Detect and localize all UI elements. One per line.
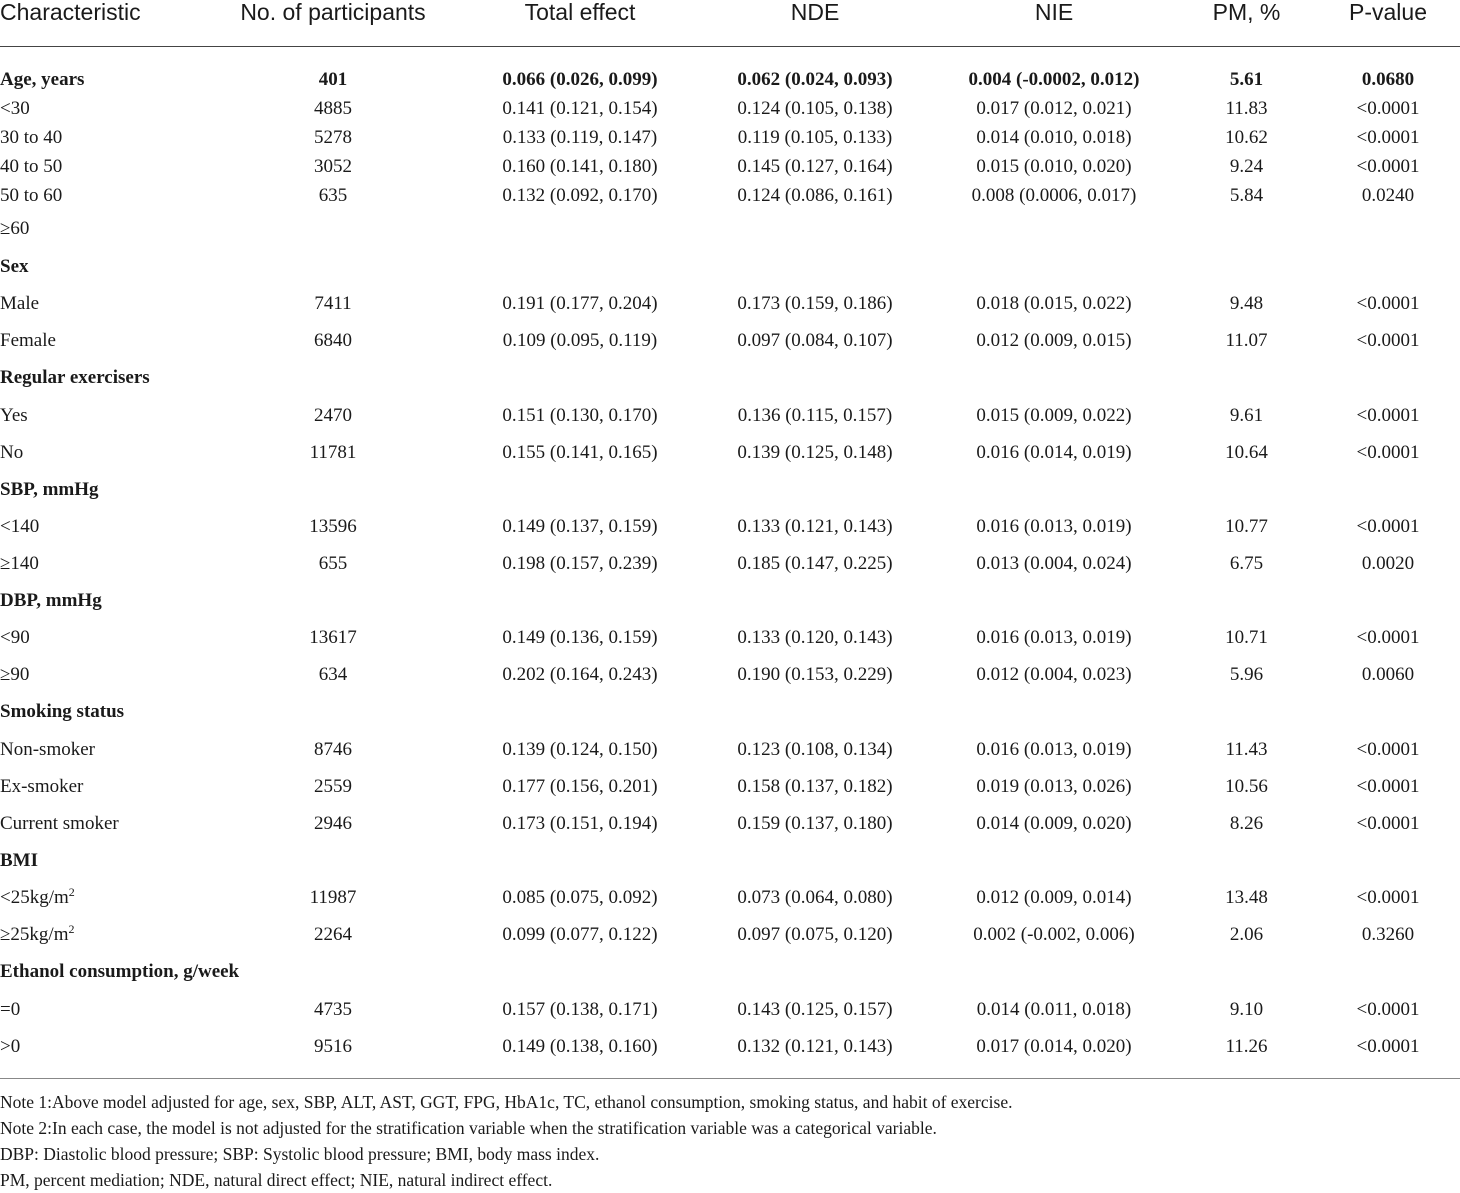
cell-participants: 8746 <box>314 738 352 760</box>
cell-pm <box>1177 842 1316 879</box>
cell-nie: 0.016 (0.013, 0.019) <box>976 515 1132 537</box>
cell-characteristic: SBP, mmHg <box>0 478 99 500</box>
cell-nde <box>699 471 931 508</box>
cell-nde <box>699 582 931 619</box>
cell-p-value <box>1316 471 1460 508</box>
cell-nie <box>931 842 1177 879</box>
cell-nde: 0.136 (0.115, 0.157) <box>737 404 893 426</box>
cell-characteristic <box>0 879 205 916</box>
cell-nie: 0.015 (0.009, 0.022) <box>976 404 1132 426</box>
table-row <box>0 322 1460 359</box>
cell-nde: 0.145 (0.127, 0.164) <box>737 155 893 177</box>
cell-total-effect <box>461 210 699 248</box>
cell-pm: 8.26 <box>1229 812 1264 834</box>
cell-participants: 11781 <box>309 441 357 463</box>
cell-nde: 0.190 (0.153, 0.229) <box>737 663 893 685</box>
cell-nde: 0.119 (0.105, 0.133) <box>737 126 893 148</box>
cell-total-effect <box>461 582 699 619</box>
cell-participants: 11987 <box>309 886 357 908</box>
cell-p-value: <0.0001 <box>1356 404 1420 426</box>
cell-nie: 0.002 (-0.002, 0.006) <box>973 923 1135 945</box>
cell-nde: 0.132 (0.121, 0.143) <box>737 1035 893 1057</box>
cell-pm: 9.48 <box>1229 292 1264 314</box>
cell-nie: 0.014 (0.010, 0.018) <box>976 126 1132 148</box>
cell-pm: 5.61 <box>1229 68 1264 90</box>
cell-characteristic: Male <box>0 292 40 314</box>
cell-nde <box>699 359 931 397</box>
cell-total-effect: 0.133 (0.119, 0.147) <box>502 126 658 148</box>
cell-characteristic: <140 <box>0 515 40 537</box>
cell-characteristic: 30 to 40 <box>0 126 63 148</box>
cell-p-value: <0.0001 <box>1356 515 1420 537</box>
table-notes <box>0 1078 1460 1193</box>
table-row <box>0 397 1460 434</box>
cell-nde: 0.097 (0.075, 0.120) <box>737 923 893 945</box>
cell-total-effect: 0.141 (0.121, 0.154) <box>502 97 658 119</box>
cell-nde <box>699 953 931 991</box>
cell-characteristic: 50 to 60 <box>0 184 63 206</box>
cell-participants <box>205 582 461 619</box>
cell-nde: 0.173 (0.159, 0.186) <box>737 292 893 314</box>
group-header-row <box>0 953 1460 991</box>
cell-characteristic: Smoking status <box>0 701 125 722</box>
cell-nie <box>931 359 1177 397</box>
header-nie: NIE <box>931 0 1177 47</box>
cell-nde: 0.158 (0.137, 0.182) <box>737 775 893 797</box>
cell-p-value: <0.0001 <box>1356 97 1420 119</box>
cell-total-effect: 0.149 (0.137, 0.159) <box>502 515 658 537</box>
cell-nie: 0.016 (0.013, 0.019) <box>976 626 1132 648</box>
cell-p-value <box>1316 582 1460 619</box>
group-header-row <box>0 65 1460 94</box>
cell-p-value <box>1316 248 1460 285</box>
cell-pm: 11.07 <box>1225 329 1268 351</box>
cell-nie <box>931 582 1177 619</box>
cell-pm <box>1177 693 1316 731</box>
cell-total-effect: 0.149 (0.138, 0.160) <box>502 1035 658 1057</box>
cell-pm: 10.64 <box>1225 441 1268 463</box>
cell-nie: 0.017 (0.014, 0.020) <box>976 1035 1132 1057</box>
cell-pm <box>1177 248 1316 285</box>
cell-characteristic: Sex <box>0 255 29 277</box>
cell-pm: 9.10 <box>1229 998 1264 1020</box>
header-participants: No. of participants <box>205 0 461 47</box>
header-pm: PM, % <box>1177 0 1316 47</box>
cell-participants: 4885 <box>314 97 352 119</box>
header-characteristic: Characteristic <box>0 0 205 47</box>
cell-nie: 0.018 (0.015, 0.022) <box>976 292 1132 314</box>
cell-p-value: <0.0001 <box>1356 812 1420 834</box>
group-header-row <box>0 471 1460 508</box>
header-row <box>0 0 1460 47</box>
cell-nde <box>699 248 931 285</box>
cell-characteristic: Non-smoker <box>0 738 95 760</box>
cell-nie: 0.012 (0.009, 0.014) <box>976 886 1132 908</box>
cell-total-effect: 0.191 (0.177, 0.204) <box>502 292 658 314</box>
cell-p-value: <0.0001 <box>1356 155 1420 177</box>
table-row <box>0 123 1460 152</box>
cell-pm: 11.83 <box>1225 97 1268 119</box>
cell-nde: 0.133 (0.120, 0.143) <box>737 626 893 648</box>
cell-p-value: 0.3260 <box>1361 923 1415 945</box>
table-row <box>0 805 1460 842</box>
cell-p-value: <0.0001 <box>1356 1035 1420 1057</box>
cell-participants <box>205 953 461 991</box>
cell-total-effect <box>461 471 699 508</box>
table-row <box>0 181 1460 210</box>
cell-participants: 7411 <box>314 292 352 314</box>
cell-nde: 0.097 (0.084, 0.107) <box>737 329 893 351</box>
cell-pm <box>1177 953 1316 991</box>
cell-participants: 9516 <box>314 1035 352 1057</box>
cell-characteristic: >0 <box>0 1035 21 1057</box>
cell-nde <box>699 210 931 248</box>
cell-characteristic: ≥60 <box>0 218 30 239</box>
cell-p-value: 0.0060 <box>1361 663 1415 685</box>
cell-characteristic: Regular exercisers <box>0 367 150 388</box>
cell-nie: 0.013 (0.004, 0.024) <box>976 552 1132 574</box>
cell-nie: 0.019 (0.013, 0.026) <box>976 775 1132 797</box>
cell-characteristic: Ex-smoker <box>0 775 84 797</box>
cell-nde <box>699 842 931 879</box>
cell-p-value <box>1316 693 1460 731</box>
table-row <box>0 879 1460 916</box>
cell-total-effect: 0.149 (0.136, 0.159) <box>502 626 658 648</box>
cell-characteristic: Female <box>0 329 56 351</box>
cell-characteristic: BMI <box>0 849 38 871</box>
note-1: Note 1:Above model adjusted for age, sex, SBP, ALT, AST, GGT, FPG, HbA1c, TC, ethanol consumption, smoking status, and habit of exercise. <box>0 1092 1013 1112</box>
cell-pm <box>1177 582 1316 619</box>
header-p-value: P-value <box>1316 0 1460 47</box>
cell-nde: 0.185 (0.147, 0.225) <box>737 552 893 574</box>
cell-pm: 10.62 <box>1225 126 1268 148</box>
cell-pm: 6.75 <box>1229 552 1264 574</box>
cell-total-effect <box>461 842 699 879</box>
cell-p-value: 0.0240 <box>1361 184 1415 206</box>
cell-pm <box>1177 359 1316 397</box>
superscript: 2 <box>68 884 75 899</box>
cell-participants: 2264 <box>314 923 352 945</box>
cell-participants <box>205 359 461 397</box>
cell-total-effect: 0.066 (0.026, 0.099) <box>502 68 658 90</box>
cell-nde: 0.133 (0.121, 0.143) <box>737 515 893 537</box>
cell-total-effect: 0.139 (0.124, 0.150) <box>502 738 658 760</box>
cell-total-effect: 0.099 (0.077, 0.122) <box>502 923 658 945</box>
cell-participants: 5278 <box>314 126 352 148</box>
cell-p-value: <0.0001 <box>1356 329 1420 351</box>
cell-pm: 10.77 <box>1225 515 1268 537</box>
cell-pm: 9.61 <box>1229 404 1264 426</box>
table-row <box>0 1028 1460 1065</box>
cell-participants: 3052 <box>314 155 352 177</box>
cell-participants: 655 <box>318 552 348 574</box>
cell-total-effect: 0.177 (0.156, 0.201) <box>502 775 658 797</box>
table-row <box>0 434 1460 471</box>
note-2: Note 2:In each case, the model is not adjusted for the stratification variable when the stratification variable was a categorical variable. <box>0 1118 937 1138</box>
cell-nde: 0.139 (0.125, 0.148) <box>737 441 893 463</box>
cell-total-effect: 0.151 (0.130, 0.170) <box>502 404 658 426</box>
cell-nde: 0.143 (0.125, 0.157) <box>737 998 893 1020</box>
cell-nde: 0.159 (0.137, 0.180) <box>737 812 893 834</box>
cell-characteristic <box>0 916 205 953</box>
cell-nde: 0.062 (0.024, 0.093) <box>737 68 893 90</box>
cell-participants: 13617 <box>309 626 357 648</box>
cell-p-value: <0.0001 <box>1356 441 1420 463</box>
cell-total-effect: 0.132 (0.092, 0.170) <box>502 184 658 206</box>
cell-nie: 0.004 (-0.0002, 0.012) <box>968 68 1140 90</box>
cell-characteristic: Age, years <box>0 68 85 90</box>
cell-characteristic: ≥140 <box>0 552 39 574</box>
group-header-row <box>0 248 1460 285</box>
cell-pm: 10.71 <box>1225 626 1268 648</box>
cell-pm: 11.26 <box>1225 1035 1268 1057</box>
cell-participants: 6840 <box>314 329 352 351</box>
cell-p-value: <0.0001 <box>1356 626 1420 648</box>
cell-characteristic: 40 to 50 <box>0 155 63 177</box>
cell-p-value <box>1316 842 1460 879</box>
cell-nie <box>931 210 1177 248</box>
group-header-row <box>0 693 1460 731</box>
cell-pm: 2.06 <box>1229 923 1264 945</box>
cell-total-effect: 0.202 (0.164, 0.243) <box>502 663 658 685</box>
cell-nde: 0.124 (0.086, 0.161) <box>737 184 893 206</box>
cell-p-value: <0.0001 <box>1356 738 1420 760</box>
table-row <box>0 152 1460 181</box>
header-total-effect: Total effect <box>461 0 699 47</box>
cell-nde <box>699 693 931 731</box>
cell-characteristic: No <box>0 441 24 463</box>
cell-nie: 0.012 (0.009, 0.015) <box>976 329 1132 351</box>
cell-pm: 13.48 <box>1225 886 1268 908</box>
spacer-cell <box>0 47 1460 66</box>
cell-characteristic: ≥90 <box>0 663 30 685</box>
table-row <box>0 285 1460 322</box>
cell-total-effect: 0.173 (0.151, 0.194) <box>502 812 658 834</box>
cell-label-text: ≥25kg/m <box>0 923 69 945</box>
cell-total-effect: 0.085 (0.075, 0.092) <box>502 886 658 908</box>
cell-nie: 0.008 (0.0006, 0.017) <box>971 184 1137 206</box>
cell-total-effect <box>461 359 699 397</box>
cell-nde: 0.124 (0.105, 0.138) <box>737 97 893 119</box>
cell-participants: 2559 <box>314 775 352 797</box>
header-spacer <box>0 47 1460 66</box>
cell-total-effect: 0.157 (0.138, 0.171) <box>502 998 658 1020</box>
table-row <box>0 656 1460 693</box>
cell-pm: 5.96 <box>1229 663 1264 685</box>
table-row <box>0 768 1460 805</box>
cell-characteristic: <90 <box>0 626 30 648</box>
cell-nie: 0.017 (0.012, 0.021) <box>976 97 1132 119</box>
cell-nie <box>931 693 1177 731</box>
cell-total-effect: 0.160 (0.141, 0.180) <box>502 155 658 177</box>
table-row <box>0 545 1460 582</box>
cell-p-value: <0.0001 <box>1356 775 1420 797</box>
cell-nie: 0.016 (0.014, 0.019) <box>976 441 1132 463</box>
cell-pm <box>1177 471 1316 508</box>
table-row <box>0 991 1460 1028</box>
cell-label-text: <25kg/m <box>0 886 69 908</box>
cell-p-value: <0.0001 <box>1356 998 1420 1020</box>
cell-characteristic: <30 <box>0 97 30 119</box>
cell-p-value: 0.0680 <box>1361 68 1415 90</box>
group-header-row <box>0 582 1460 619</box>
table-row <box>0 731 1460 768</box>
cell-total-effect: 0.155 (0.141, 0.165) <box>502 441 658 463</box>
cell-pm: 10.56 <box>1225 775 1268 797</box>
cell-nie: 0.016 (0.013, 0.019) <box>976 738 1132 760</box>
table-row <box>0 210 1460 248</box>
cell-nie: 0.014 (0.009, 0.020) <box>976 812 1132 834</box>
cell-participants <box>205 248 461 285</box>
cell-participants: 2946 <box>314 812 352 834</box>
cell-p-value <box>1316 210 1460 248</box>
cell-participants: 635 <box>318 184 348 206</box>
cell-characteristic: Current smoker <box>0 812 119 834</box>
cell-p-value: <0.0001 <box>1356 292 1420 314</box>
cell-participants <box>205 471 461 508</box>
cell-participants <box>205 693 461 731</box>
cell-pm: 9.24 <box>1229 155 1264 177</box>
abbrev-note-1: DBP: Diastolic blood pressure; SBP: Systolic blood pressure; BMI, body mass index. <box>0 1144 600 1164</box>
abbrev-note-2: PM, percent mediation; NDE, natural direct effect; NIE, natural indirect effect. <box>0 1170 553 1190</box>
table-row <box>0 508 1460 545</box>
cell-participants <box>205 210 461 248</box>
group-header-row <box>0 359 1460 397</box>
cell-pm: 11.43 <box>1225 738 1268 760</box>
table-row <box>0 619 1460 656</box>
cell-characteristic: =0 <box>0 998 21 1020</box>
cell-total-effect <box>461 693 699 731</box>
cell-participants: 401 <box>318 68 348 90</box>
cell-pm: 5.84 <box>1229 184 1264 206</box>
cell-nie: 0.012 (0.004, 0.023) <box>976 663 1132 685</box>
table-row <box>0 94 1460 123</box>
cell-characteristic: Ethanol consumption, g/week <box>0 961 240 982</box>
cell-p-value: <0.0001 <box>1356 126 1420 148</box>
cell-characteristic: Yes <box>0 404 28 426</box>
cell-nde: 0.123 (0.108, 0.134) <box>737 738 893 760</box>
cell-participants: 634 <box>318 663 348 685</box>
cell-p-value <box>1316 953 1460 991</box>
table-body <box>0 47 1460 1066</box>
cell-nie <box>931 471 1177 508</box>
table-header <box>0 0 1460 47</box>
superscript: 2 <box>68 921 75 936</box>
cell-nie <box>931 248 1177 285</box>
cell-total-effect <box>461 248 699 285</box>
table-row <box>0 916 1460 953</box>
cell-characteristic: DBP, mmHg <box>0 589 102 611</box>
cell-participants: 2470 <box>314 404 352 426</box>
cell-participants <box>205 842 461 879</box>
group-header-row <box>0 842 1460 879</box>
header-nde: NDE <box>699 0 931 47</box>
cell-nie: 0.014 (0.011, 0.018) <box>976 998 1132 1020</box>
cell-nie: 0.015 (0.010, 0.020) <box>976 155 1132 177</box>
cell-p-value <box>1316 359 1460 397</box>
cell-nie <box>931 953 1177 991</box>
cell-total-effect: 0.198 (0.157, 0.239) <box>502 552 658 574</box>
cell-participants: 13596 <box>309 515 357 537</box>
cell-participants: 4735 <box>314 998 352 1020</box>
cell-total-effect: 0.109 (0.095, 0.119) <box>502 329 658 351</box>
cell-p-value: 0.0020 <box>1361 552 1415 574</box>
cell-pm <box>1177 210 1316 248</box>
cell-total-effect <box>461 953 699 991</box>
cell-nde: 0.073 (0.064, 0.080) <box>737 886 893 908</box>
cell-p-value: <0.0001 <box>1356 886 1420 908</box>
